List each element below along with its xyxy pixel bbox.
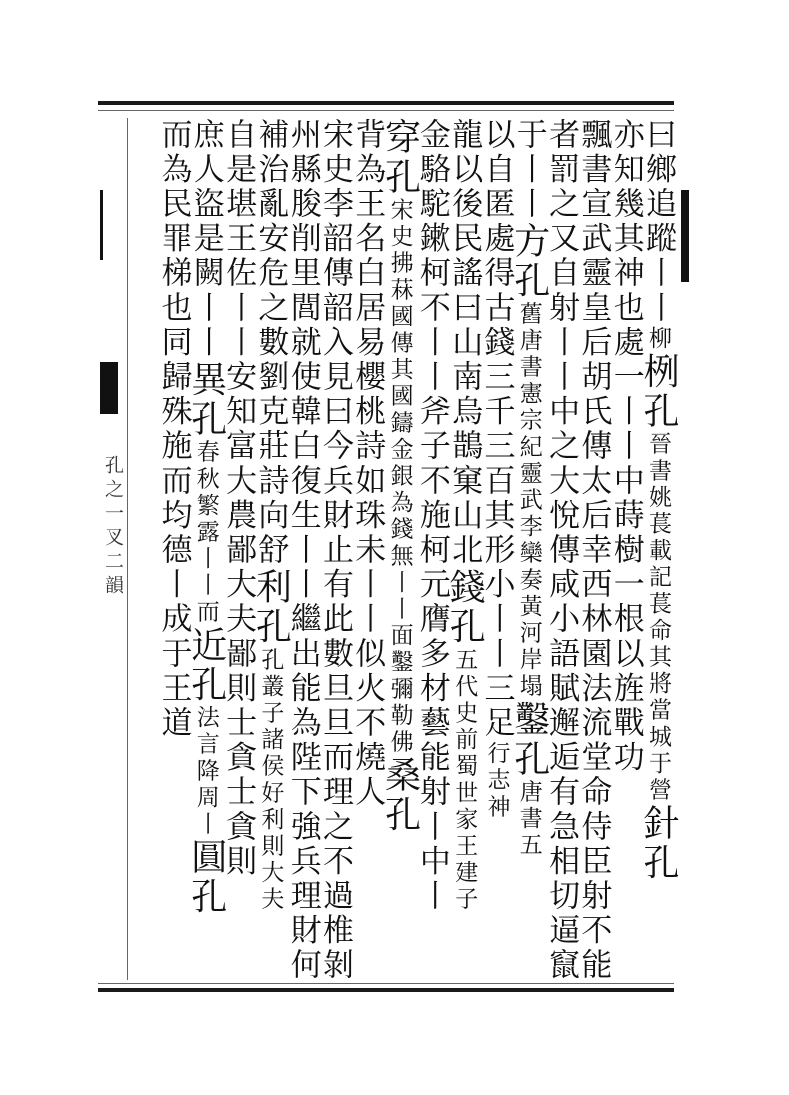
annotation-text: 柳 <box>645 325 671 353</box>
body-text: 處一丨丨中蒔樹一根以旌戰功 <box>607 325 644 776</box>
text-column <box>575 118 612 983</box>
heading-glyph: 鑿 <box>508 700 550 740</box>
body-text: 龍以後民謠曰山南烏鵲窠山北 <box>446 118 483 568</box>
body-text: 者罰之又自射丨丨中之大悅傳咸小語賦邂逅有急相切逼竄 <box>543 118 580 983</box>
text-column <box>379 118 421 980</box>
annotation-text: 宋史拂菻國傳其國鑄金銀為錢無丨丨面鑿彌勒佛 <box>386 197 413 756</box>
annotation-text: 法言降周丨 <box>192 704 219 838</box>
body-text: 丨成于王道 <box>155 567 192 741</box>
left-margin-line <box>127 118 128 980</box>
text-column <box>444 118 486 980</box>
body-text: 同歸殊施而均德 <box>155 325 192 568</box>
text-column <box>317 118 353 983</box>
heading-glyph: 孔 <box>250 607 292 648</box>
heading-glyph: 孔 <box>185 877 227 918</box>
heading-glyph: 近 <box>185 625 227 666</box>
body-text: 自是堪王佐丨丨安知富大農 <box>220 118 257 534</box>
bottom-border-hairline <box>98 983 674 984</box>
heading-glyph: 桑 <box>379 755 421 796</box>
spine-block <box>100 362 118 414</box>
text-column <box>479 118 515 980</box>
heading-glyph: 孔 <box>508 261 550 302</box>
heading-glyph: 孔 <box>379 795 421 836</box>
heading-glyph: 栵 <box>638 352 679 392</box>
spine-mark <box>100 190 103 260</box>
annotation-text: 晉書姚萇載記萇命其將當城于營 <box>645 431 671 804</box>
heading-glyph: 圓 <box>185 837 227 878</box>
body-text: 于丨丨 <box>510 118 547 222</box>
text-column <box>156 118 192 980</box>
body-text: 補治亂安危之數劉克莊詩向舒 <box>252 118 289 568</box>
body-text: 庶人盜是闕丨丨 <box>187 118 224 361</box>
heading-glyph: 錢 <box>444 567 486 608</box>
heading-glyph: 孔 <box>185 399 227 440</box>
annotation-text: 春秋繁露丨丨而 <box>192 439 219 626</box>
heading-glyph: 孔 <box>638 391 679 432</box>
right-frame-bar <box>681 190 689 282</box>
body-text: 元膺多材藝能射丨中丨 <box>413 567 450 914</box>
spine-text: 孔之一叉二韻 <box>102 455 124 599</box>
annotation-text: 行志神 <box>483 740 510 821</box>
annotation-text: 孔叢子諸侯好利則大夫 <box>257 647 284 914</box>
text-column <box>284 118 321 983</box>
body-text: 以自匿 <box>478 118 515 222</box>
annotation-text: 舊唐書憲宗紀靈武李欒奏黃河岸塌 <box>515 301 542 701</box>
annotation-text: 唐書五 <box>515 779 542 860</box>
annotation-text: 五代史前蜀世家王建子 <box>451 647 478 914</box>
body-text: 宋史李韶傳韶入見曰今兵財止有此數旦旦而理之不過椎剝 <box>317 118 353 983</box>
body-text: 金駱駝鏉柯不丨丨斧子不施柯 <box>413 118 450 568</box>
bottom-border-rule <box>98 988 674 992</box>
body-text: 亦知幾其神也 <box>607 118 644 326</box>
top-border-rule <box>98 101 674 105</box>
body-text: 背為王名白居易櫻桃詩如珠未丨丨似火不燒人 <box>349 118 386 810</box>
text-column <box>414 118 450 980</box>
body-text: 飄書宣武靈皇后胡氏傳太后幸西林園法流堂命侍臣射不能 <box>575 118 612 983</box>
heading-glyph: 穿 <box>379 118 421 158</box>
heading-glyph: 孔 <box>379 157 421 198</box>
body-text: 而為民罪梯也 <box>155 118 192 326</box>
heading-glyph: 孔 <box>185 665 227 705</box>
heading-glyph: 異 <box>185 360 227 400</box>
body-text: 曰鄉追蹤丨丨 <box>640 118 676 326</box>
text-column <box>185 118 227 980</box>
heading-glyph: 孔 <box>508 739 550 780</box>
text-column <box>608 118 644 980</box>
top-border-hairline <box>98 110 674 111</box>
text-column <box>349 118 385 980</box>
body-text: 鄙大夫鄙則士貪士貪則 <box>220 533 257 880</box>
body-text: 處得古錢三千三百其形小丨丨三足 <box>478 221 515 741</box>
heading-glyph: 孔 <box>638 843 679 884</box>
heading-glyph: 利 <box>250 567 292 608</box>
text-column <box>250 118 292 980</box>
text-column <box>638 118 679 980</box>
text-column <box>508 118 550 980</box>
heading-glyph: 針 <box>638 803 679 844</box>
heading-glyph: 方 <box>508 221 550 262</box>
heading-glyph: 孔 <box>444 607 486 648</box>
body-text: 州縣朘削里閭就使韓白復生丨丨繼出能為陛下強兵理財何 <box>284 118 321 983</box>
